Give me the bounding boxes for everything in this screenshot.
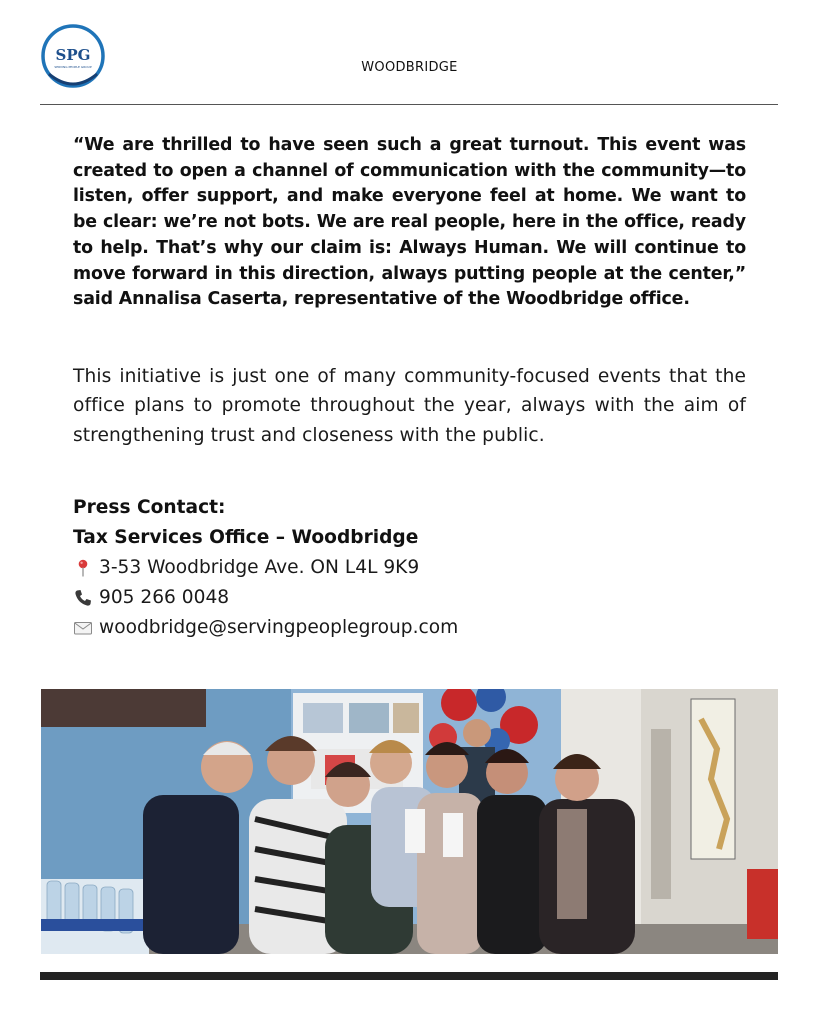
- footer-bar: [40, 972, 778, 980]
- address-text: 3-53 Woodbridge Ave. ON L4L 9K9: [99, 557, 420, 578]
- logo-text: SPG: [55, 46, 91, 64]
- envelope-icon: [73, 618, 93, 638]
- phone-line: [73, 583, 746, 613]
- email-line: [73, 613, 746, 643]
- header-title: WOODBRIDGE: [361, 60, 458, 75]
- group-photo: [41, 689, 778, 954]
- phone-icon: [73, 588, 93, 608]
- pin-icon: [73, 558, 93, 578]
- press-contact: [73, 493, 746, 643]
- press-contact-heading: Press Contact:: [73, 497, 226, 518]
- phone-text[interactable]: 905 266 0048: [99, 587, 230, 608]
- spg-logo: [40, 22, 106, 90]
- logo-tagline: SERVING PEOPLE GROUP: [54, 65, 92, 69]
- address-line: [73, 553, 746, 583]
- group-photo-image: [41, 689, 778, 954]
- quote-paragraph: “We are thrilled to have seen such a great turnout. This event was created to open a channel of communication with the community—to listen, offer support, and make everyone feel at home. We want to be clear: we’re not bots. We are real people, here in the office, ready to help. That’s why our claim is: Always Human. We will continue to move forward in this direction, always putting people at the center,” said Annalisa Caserta, representative of the Woodbridge office.: [73, 135, 746, 310]
- body-paragraph: This initiative is just one of many community-focused events that the office plans to promote throughout the year, always with the aim of strengthening trust and closeness with the public.: [73, 366, 746, 446]
- email-link[interactable]: woodbridge@servingpeoplegroup.com: [99, 617, 459, 638]
- header-divider: [40, 104, 778, 105]
- office-name: Tax Services Office – Woodbridge: [73, 527, 419, 548]
